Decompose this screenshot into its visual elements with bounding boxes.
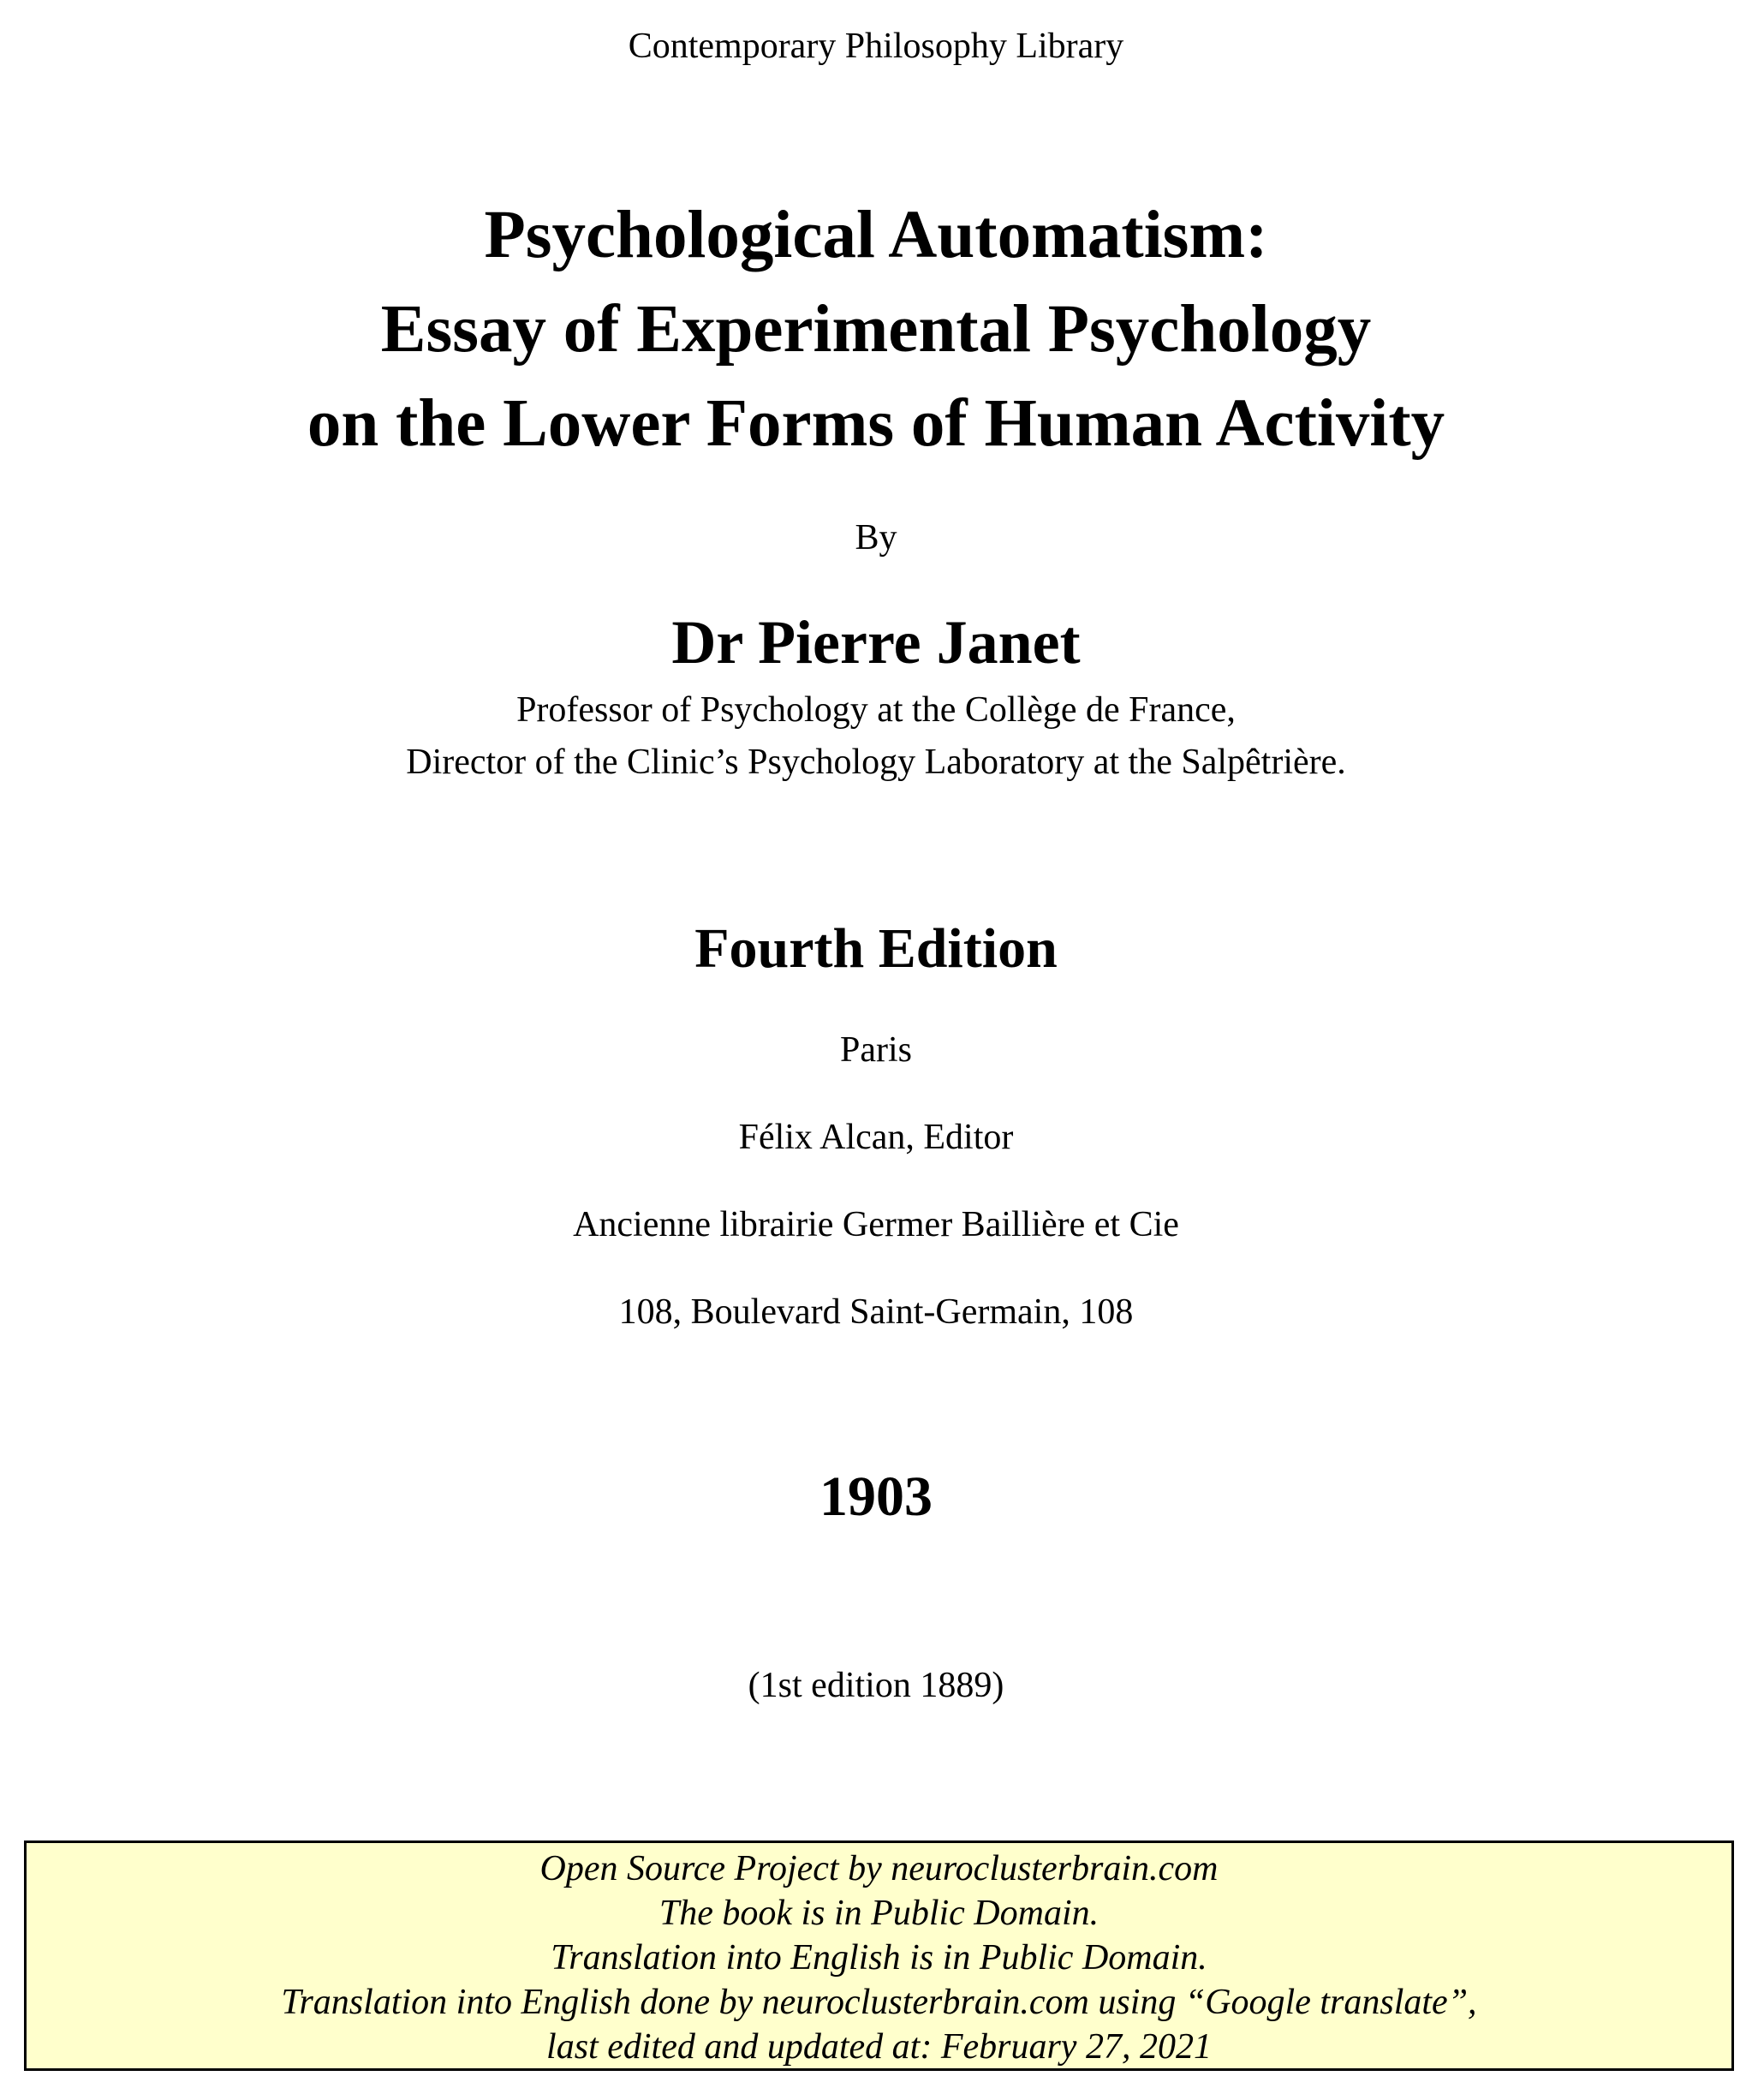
first-edition-note: (1st edition 1889) bbox=[748, 1666, 1004, 1705]
book-title-line-3: on the Lower Forms of Human Activity bbox=[307, 386, 1445, 461]
notice-line-5: last edited and updated at: February 27, 2021 bbox=[546, 2027, 1212, 2067]
book-title-line-1: Psychological Automatism: bbox=[484, 198, 1268, 272]
affiliation-line-2: Director of the Clinic’s Psychology Laboratory at the Salpêtrière. bbox=[406, 743, 1346, 782]
notice-line-4: Translation into English done by neuroclusterbrain.com using “Google translate”, bbox=[281, 1983, 1477, 2022]
publisher-address: 108, Boulevard Saint-Germain, 108 bbox=[618, 1292, 1134, 1332]
open-source-notice-box bbox=[24, 1840, 1734, 2071]
notice-line-3: Translation into English is in Public Domain. bbox=[551, 1938, 1207, 1978]
publisher-house: Ancienne librairie Germer Baillière et Cie bbox=[573, 1205, 1179, 1244]
author-name: Dr Pierre Janet bbox=[671, 608, 1081, 677]
notice-line-2: The book is in Public Domain. bbox=[658, 1894, 1099, 1933]
series-title: Contemporary Philosophy Library bbox=[628, 27, 1124, 66]
publication-year: 1903 bbox=[819, 1465, 933, 1528]
publisher-editor: Félix Alcan, Editor bbox=[738, 1118, 1014, 1157]
publisher-city: Paris bbox=[840, 1030, 912, 1070]
affiliation-line-1: Professor of Psychology at the Collège de France, bbox=[516, 690, 1236, 730]
notice-line-1: Open Source Project by neuroclusterbrain.com bbox=[539, 1849, 1219, 1888]
edition-label: Fourth Edition bbox=[694, 917, 1058, 980]
book-title-line-2: Essay of Experimental Psychology bbox=[380, 292, 1372, 367]
by-label: By bbox=[855, 518, 897, 558]
